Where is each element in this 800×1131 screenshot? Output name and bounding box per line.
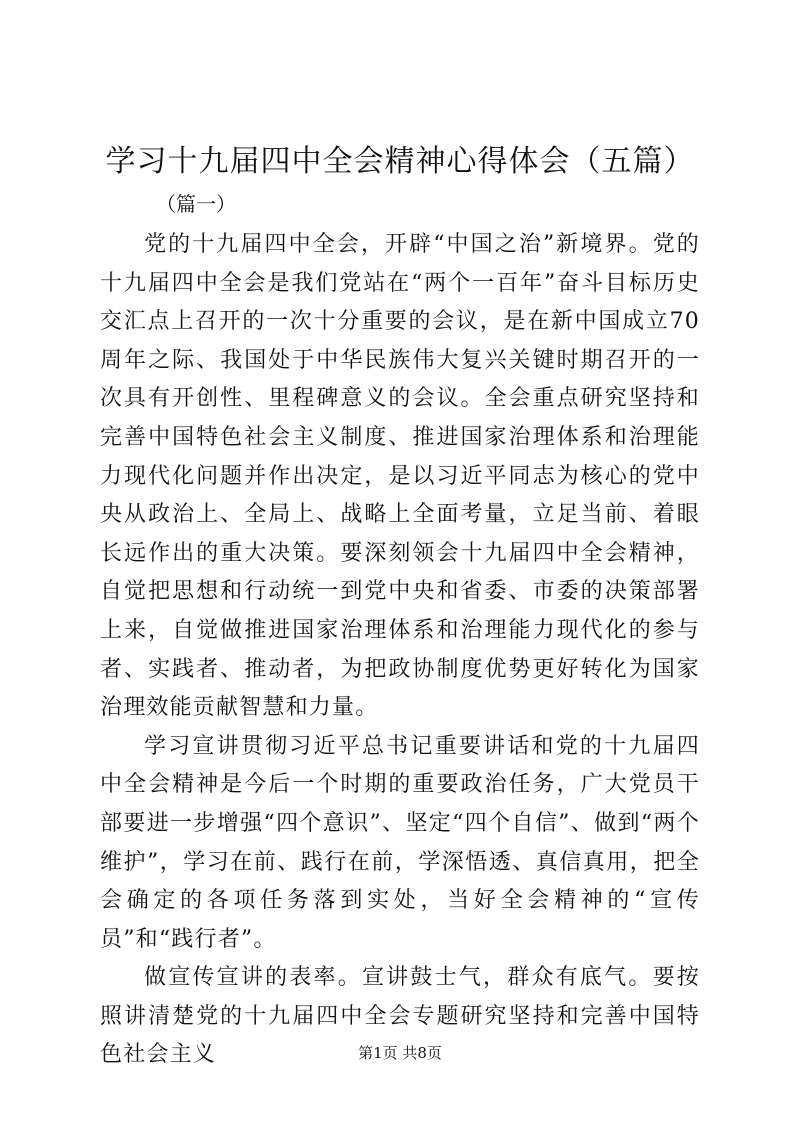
paragraph: 党的十九届四中全会，开辟“中国之治”新境界。党的十九届四中全会是我们党站在“两个一百年”奋斗目标历史交汇点上召开的一次十分重要的会议，是在新中国成立70周年之际、我国处于中华民族伟大复兴关键时期召开的一次具有开创性、里程碑意义的会议。全会重点研究坚持和完善中国特色社会主义制度、推进国家治理体系和治理能力现代化问题并作出决定，是以习近平同志为核心的党中央从政治上、全局上、战略上全面考量，立足当前、着眼长远作出的重大决策。要深刻领会十九届四中全会精神，自觉把思想和行动统一到党中央和省委、市委的决策部署上来，自觉做推进国家治理体系和治理能力现代化的参与者、实践者、推动者，为把政协制度优势更好转化为国家治理效能贡献智慧和力量。 [100,232,700,721]
paragraph: 做宣传宣讲的表率。宣讲鼓士气，群众有底气。要按照讲清楚党的十九届四中全会专题研究坚持和完善中国特色社会主义 [100,965,700,1068]
section-label: （篇一） [156,192,236,216]
page-footer: 第1页 共8页 [358,1044,442,1062]
document-body [100,226,700,1075]
document-title: 学习十九届四中全会精神心得体会（五篇） [105,144,695,179]
paragraph: 学习宣讲贯彻习近平总书记重要讲话和党的十九届四中全会精神是今后一个时期的重要政治任务，广大党员干部要进一步增强“四个意识”、坚定“四个自信”、做到“两个维护”，学习在前、践行在前，学深悟透、真信真用，把全会确定的各项任务落到实处，当好全会精神的“宣传员”和“践行者”。 [100,733,700,952]
